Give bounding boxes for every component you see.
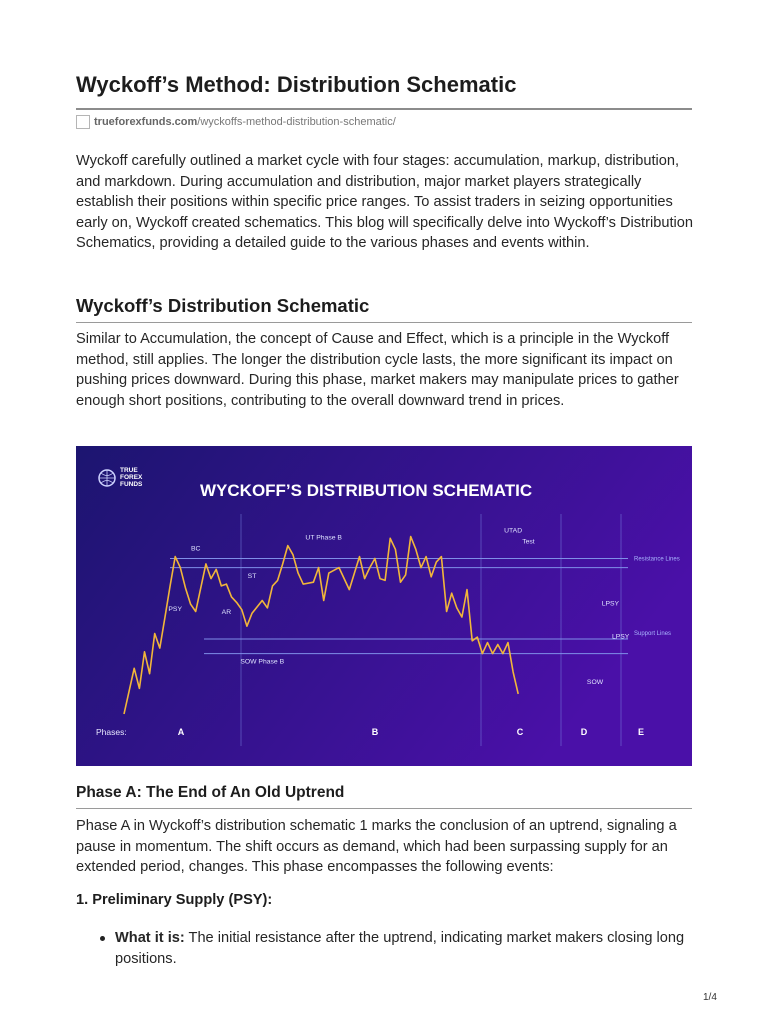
- distribution-schematic-figure: [76, 446, 692, 766]
- event-label: ST: [247, 573, 257, 581]
- title-divider: [76, 108, 692, 110]
- phases-axis-label: Phases:: [96, 727, 127, 737]
- page-title: Wyckoff’s Method: Distribution Schematic: [76, 72, 517, 97]
- list-item: [100, 928, 700, 969]
- logo-text-2: FOREX: [120, 474, 143, 481]
- psy-item-heading: 1. Preliminary Supply (PSY):: [76, 892, 273, 908]
- section-paragraph: Similar to Accumulation, the concept of Cause and Effect, which is a principle in the Wyckoff method, still applies. The longer the distribution cycle lasts, the more significant its impact on pushing prices downward. During this phase, market makers may manipulate prices to gather enough short positions, contributing to the overall downward trend in prices.: [76, 331, 679, 409]
- support-lines-label: Support Lines: [634, 630, 672, 637]
- phase-a-paragraph: Phase A in Wyckoff’s distribution schematic 1 marks the conclusion of an uptrend, signaling a pause in momentum. The shift occurs as demand, which had been surpassing supply for an extended period, changes. This phase encompasses the following events:: [76, 818, 677, 876]
- source-domain[interactable]: trueforexfunds.com: [94, 116, 198, 128]
- source-link[interactable]: [76, 114, 396, 130]
- phase-label: E: [637, 727, 645, 737]
- logo-text-3: FUNDS: [120, 481, 143, 488]
- chart-svg: [76, 446, 692, 766]
- section-heading: Wyckoff’s Distribution Schematic: [76, 295, 370, 316]
- event-label: Test: [522, 538, 535, 546]
- logo-text-1: TRUE: [120, 467, 138, 474]
- page-number: 1/4: [703, 992, 717, 1003]
- event-label: SOW Phase B: [240, 658, 285, 666]
- event-label: LPSY: [601, 600, 620, 608]
- source-path[interactable]: /wyckoffs-method-distribution-schematic/: [197, 116, 396, 128]
- phase-label: C: [516, 727, 524, 737]
- event-label: SOW: [586, 678, 604, 686]
- event-label: BC: [190, 545, 201, 553]
- event-label: AR: [221, 609, 232, 617]
- intro-paragraph: Wyckoff carefully outlined a market cycle with four stages: accumulation, markup, distribution, and markdown. During accumulation and distribution, major market players strategically establish their positions within specific price ranges. To assist traders in seizing opportunities early on, Wyckoff created schematics. This blog will specifically delve into Wyckoff’s Distribution Schematics, providing a detailed guide to the various phases and events within.: [76, 153, 693, 252]
- event-label: UT Phase B: [305, 534, 342, 542]
- favicon-icon: [76, 115, 90, 129]
- bullet-label: What it is:: [115, 930, 185, 946]
- bullet-text: The initial resistance after the uptrend, indicating market makers closing long positions.: [115, 930, 685, 967]
- event-label: PSY: [168, 606, 183, 614]
- bullet-dot: [100, 936, 105, 941]
- chart-title: WYCKOFF’S DISTRIBUTION SCHEMATIC: [200, 481, 533, 500]
- phase-a-heading: Phase A: The End of An Old Uptrend: [76, 784, 345, 801]
- phase-a-divider: [76, 808, 692, 809]
- phase-label: B: [371, 727, 379, 737]
- phase-label: D: [580, 727, 588, 737]
- event-label: UTAD: [504, 527, 523, 535]
- event-label: LPSY: [611, 633, 630, 641]
- phase-label: A: [177, 727, 185, 737]
- resistance-lines-label: Resistance Lines: [634, 556, 680, 563]
- section-divider: [76, 322, 692, 323]
